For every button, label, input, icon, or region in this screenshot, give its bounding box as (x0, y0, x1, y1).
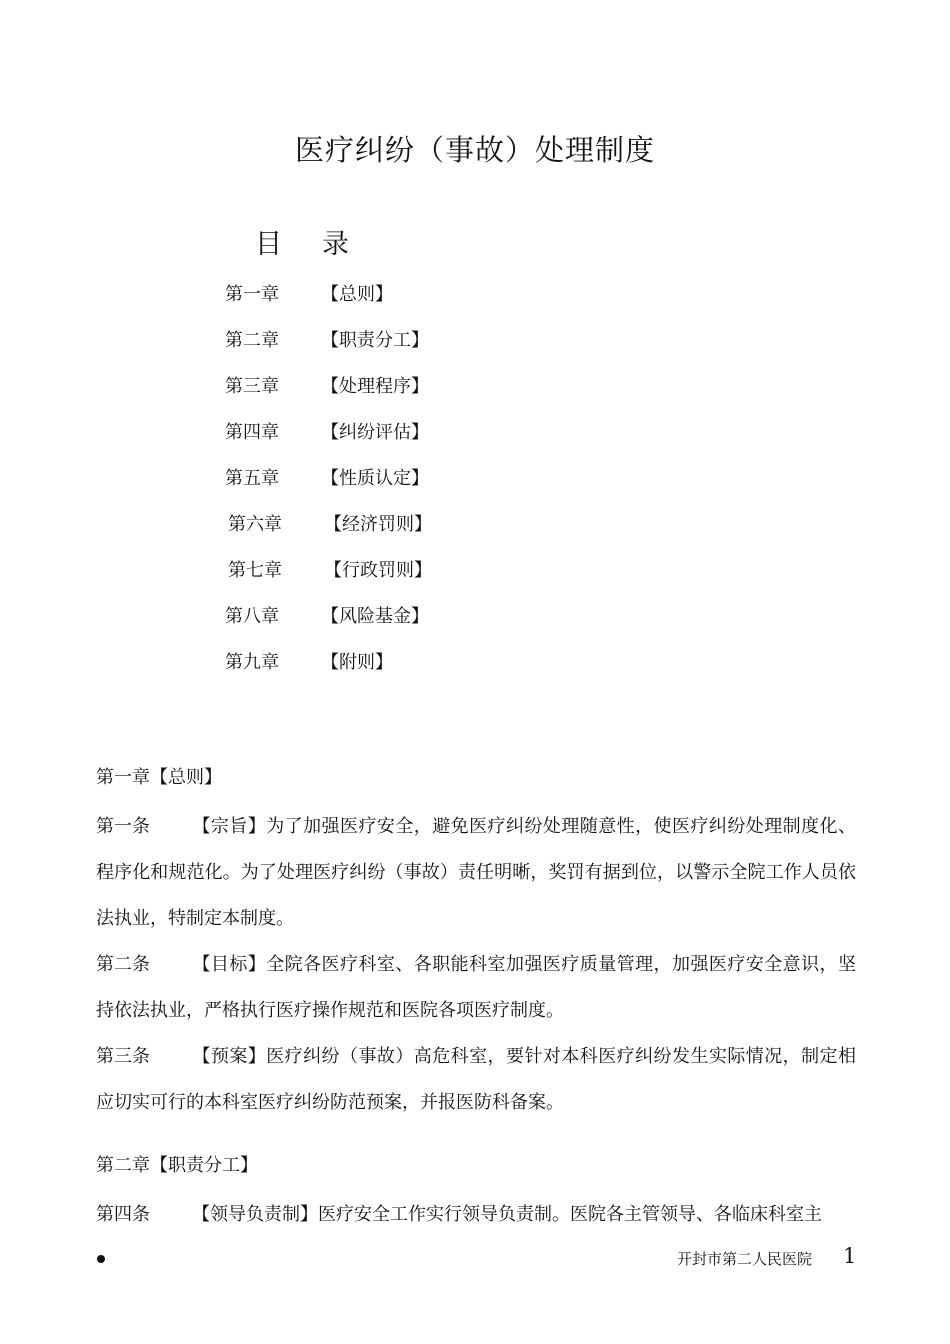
article-paragraph (96, 1034, 856, 1126)
toc-item (225, 602, 429, 632)
toc-heading (255, 222, 349, 261)
document-body (96, 758, 856, 1238)
article-paragraph (96, 942, 856, 1034)
toc-item (225, 372, 429, 402)
bullet-icon (97, 1255, 105, 1263)
page-footer (0, 1244, 950, 1274)
document-title: 医疗纠纷（事故）处理制度 (294, 133, 655, 167)
toc-chapter-name: 【经济罚则】 (324, 514, 432, 535)
toc-chapter: 第二章 (225, 330, 279, 351)
toc-item (225, 418, 429, 448)
article-paragraph (96, 804, 856, 942)
toc-chapter-name: 【纠纷评估】 (321, 422, 429, 443)
toc-chapter: 第九章 (225, 652, 279, 673)
toc-chapter: 第八章 (225, 606, 279, 627)
toc-chapter-name: 【性质认定】 (321, 468, 429, 489)
toc-chapter-name: 【行政罚则】 (324, 560, 432, 581)
toc-item (225, 464, 429, 494)
toc-item (228, 556, 432, 586)
article-label: 第四条 (96, 1204, 150, 1225)
article-label: 第一条 (96, 816, 150, 837)
toc-chapter-name: 【处理程序】 (321, 376, 429, 397)
article-text: 【预案】医疗纠纷（事故）高危科室，要针对本科医疗纠纷发生实际情况，制定相应切实可行的本科室医疗纠纷防范预案，并报医防科备案。 (96, 1046, 856, 1113)
article-text: 【目标】全院各医疗科室、各职能科室加强医疗质量管理，加强医疗安全意识，坚持依法执业，严格执行医疗操作规范和医院各项医疗制度。 (96, 954, 856, 1021)
article-label: 第三条 (96, 1046, 150, 1067)
toc-chapter-name: 【职责分工】 (321, 330, 429, 351)
toc-chapter-name: 【风险基金】 (321, 606, 429, 627)
chapter-heading: 第一章【总则】 (96, 767, 222, 788)
toc-heading-char-1: 目 (255, 229, 282, 260)
toc-item (225, 326, 429, 356)
toc-chapter: 第六章 (228, 514, 282, 535)
toc-chapter: 第五章 (225, 468, 279, 489)
toc-chapter: 第四章 (225, 422, 279, 443)
toc-chapter: 第三章 (225, 376, 279, 397)
chapter-heading: 第二章【职责分工】 (96, 1155, 258, 1176)
page-number: 1 (843, 1244, 857, 1268)
footer-hospital-name: 开封市第二人民医院 (677, 1250, 813, 1268)
toc-chapter: 第一章 (225, 284, 279, 305)
toc-chapter-name: 【附则】 (321, 652, 393, 673)
toc-item (225, 648, 393, 678)
toc-item (228, 510, 432, 540)
article-paragraph (96, 1192, 856, 1238)
toc-chapter: 第七章 (228, 560, 282, 581)
article-text: 【宗旨】为了加强医疗安全，避免医疗纠纷处理随意性，使医疗纠纷处理制度化、程序化和规范化。为了处理医疗纠纷（事故）责任明晰，奖罚有据到位，以警示全院工作人员依法执业，特制定本制度。 (96, 816, 856, 929)
article-text: 【领导负责制】医疗安全工作实行领导负责制。医院各主管领导、各临床科室主 (192, 1204, 822, 1225)
article-label: 第二条 (96, 954, 150, 975)
toc-item (225, 280, 393, 310)
toc-heading-char-2: 录 (322, 229, 349, 260)
toc-chapter-name: 【总则】 (321, 284, 393, 305)
